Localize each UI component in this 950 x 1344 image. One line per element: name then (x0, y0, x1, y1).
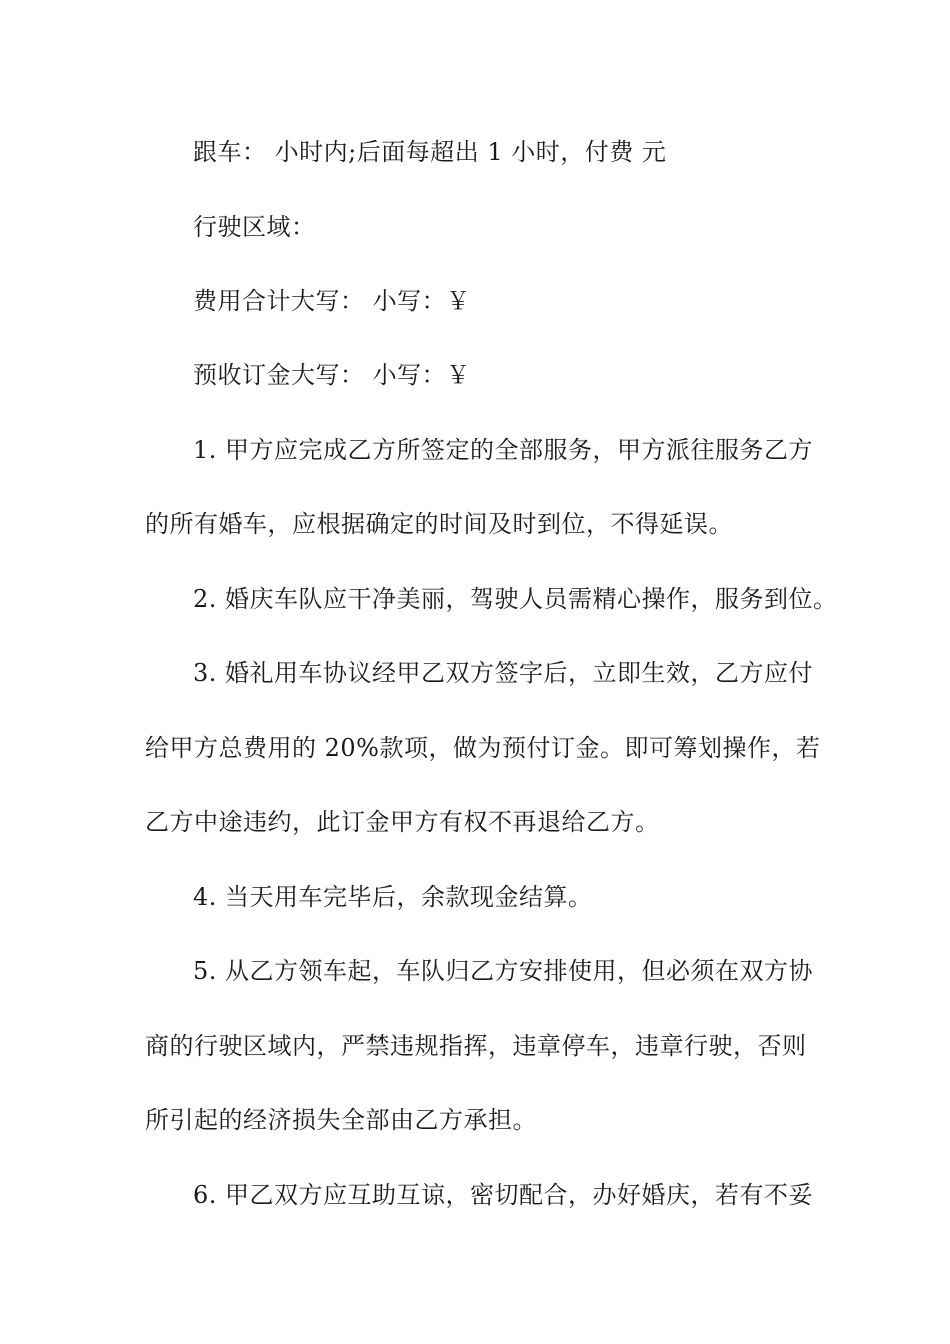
clause-3-line-2: 给甲方总费用的 20%款项，做为预付订金。即可筹划操作，若 (145, 734, 821, 762)
total-fee-line: 费用合计大写： 小写：￥ (193, 287, 471, 315)
clause-6-line-1: 6. 甲乙双方应互助互谅，密切配合，办好婚庆，若有不妥 (193, 1181, 814, 1209)
clause-2-line-1: 2. 婚庆车队应干净美丽，驾驶人员需精心操作，服务到位。 (193, 585, 838, 613)
clause-5-line-3: 所引起的经济损失全部由乙方承担。 (145, 1106, 537, 1134)
clause-1-line-1: 1. 甲方应完成乙方所签定的全部服务，甲方派往服务乙方 (193, 436, 814, 464)
clause-5-line-1: 5. 从乙方领车起，车队归乙方安排使用，但必须在双方协 (193, 957, 814, 985)
clause-1-line-2: 的所有婚车，应根据确定的时间及时到位，不得延误。 (145, 510, 733, 538)
follow-car-line: 跟车： 小时内;后面每超出 1 小时，付费 元 (193, 138, 667, 166)
clause-4-line-1: 4. 当天用车完毕后，余款现金结算。 (193, 883, 593, 911)
clause-5-line-2: 商的行驶区域内，严禁违规指挥，违章停车，违章行驶，否则 (145, 1032, 807, 1060)
clause-3-line-3: 乙方中途违约，此订金甲方有权不再退给乙方。 (145, 808, 660, 836)
driving-area-line: 行驶区域： (193, 213, 316, 241)
clause-3-line-1: 3. 婚礼用车协议经甲乙双方签字后，立即生效，乙方应付 (193, 659, 814, 687)
deposit-line: 预收订金大写： 小写：￥ (193, 361, 471, 389)
